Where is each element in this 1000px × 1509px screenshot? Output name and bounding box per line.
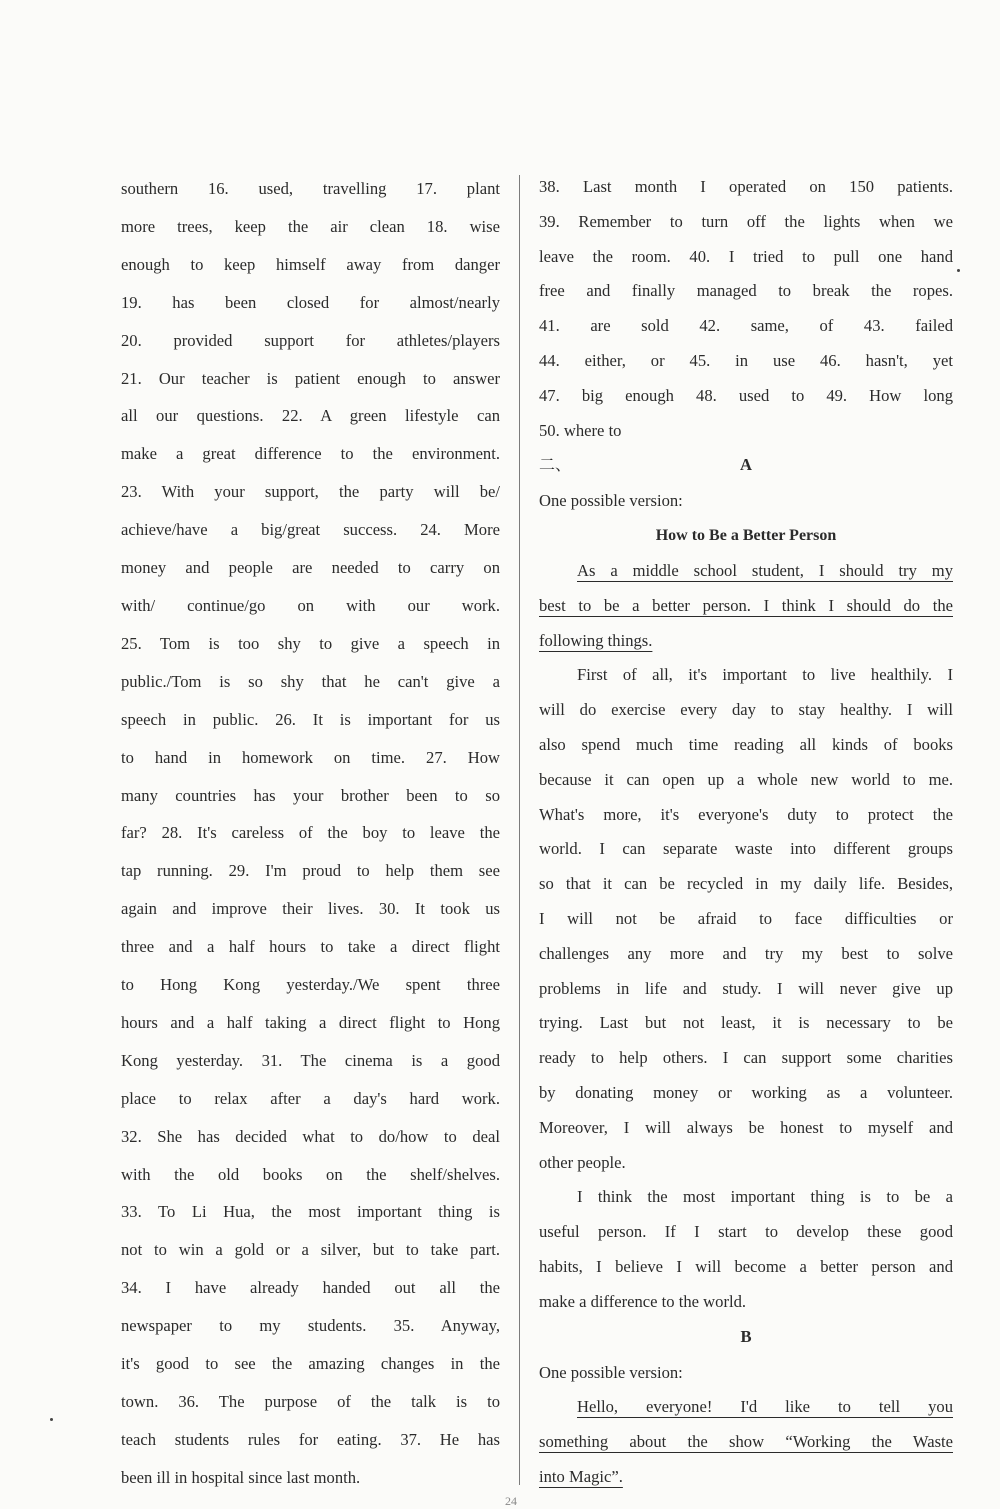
text-line: speech in public. 26. It is important for us	[121, 709, 500, 729]
speck-mark	[957, 269, 960, 272]
text-line: 34. I have already handed out all the	[121, 1278, 500, 1298]
text-line: 33. To Li Hua, the most important thing is	[121, 1202, 500, 1222]
text-line: money and people are needed to carry on	[121, 558, 500, 578]
answer-column-left	[121, 170, 500, 1497]
essay-title: How to Be a Better Person	[655, 527, 837, 545]
text-line: southern 16. used, travelling 17. plant	[121, 179, 500, 198]
text-line: 20. provided support for athletes/players	[121, 330, 500, 350]
underlined-line: following things.	[539, 630, 653, 650]
text-line: free and finally managed to break the ropes.	[539, 281, 953, 301]
text-line: 25. Tom is too shy to give a speech in	[121, 633, 500, 653]
text-line: 50. where to	[539, 420, 622, 440]
text-line: make a great difference to the environment.	[121, 444, 500, 464]
text-line: trying. Last but not least, it is necessary to be	[539, 1013, 953, 1033]
text-line: ready to help others. I can support some charities	[539, 1048, 953, 1068]
section-letter: A	[740, 455, 752, 475]
text-line: 44. either, or 45. in use 46. hasn't, yet	[539, 350, 953, 370]
page-number: 24	[505, 1494, 517, 1508]
text-line: other people.	[539, 1152, 626, 1172]
text-line: place to relax after a day's hard work.	[121, 1088, 500, 1108]
text-line: it's good to see the amazing changes in the	[121, 1354, 500, 1374]
section-letter: B	[740, 1326, 752, 1346]
text-line: not to win a gold or a silver, but to take part.	[121, 1240, 500, 1260]
text-line: been ill in hospital since last month.	[121, 1467, 361, 1487]
version-label: One possible version:	[539, 1362, 683, 1382]
column-divider	[519, 175, 520, 1485]
text-line: more trees, keep the air clean 18. wise	[121, 216, 500, 236]
text-line: I will not be afraid to face difficulties or	[539, 908, 953, 928]
underlined-line: something about the show “Working the Waste	[539, 1432, 953, 1452]
section-header-b	[539, 1320, 953, 1356]
section-header-a	[539, 448, 953, 484]
text-line: so that it can be recycled in my daily life. Besides,	[539, 874, 953, 894]
text-line: by donating money or working as a volunteer.	[539, 1082, 953, 1102]
text-line: will do exercise every day to stay healthy. I will	[539, 700, 953, 720]
text-line: 39. Remember to turn off the lights when we	[539, 211, 953, 231]
version-label: One possible version:	[539, 491, 683, 511]
text-line: 41. are sold 42. same, of 43. failed	[539, 316, 953, 336]
text-line: far? 28. It's careless of the boy to leave the	[121, 823, 500, 843]
text-line: 21. Our teacher is patient enough to answer	[121, 368, 500, 388]
text-line: achieve/have a big/great success. 24. More	[121, 520, 500, 540]
text-line: newspaper to my students. 35. Anyway,	[121, 1316, 500, 1336]
text-line: with the old books on the shelf/shelves.	[121, 1164, 500, 1184]
text-line: tap running. 29. I'm proud to help them see	[121, 861, 500, 881]
text-line: leave the room. 40. I tried to pull one hand	[539, 246, 953, 266]
text-line: many countries has your brother been to so	[121, 785, 500, 805]
text-line: make a difference to the world.	[539, 1291, 747, 1311]
text-line: to hand in homework on time. 27. How	[121, 747, 500, 767]
text-line: I think the most important thing is to be a	[577, 1187, 953, 1207]
section-number: 二、	[539, 455, 572, 475]
text-line: First of all, it's important to live healthily. I	[577, 665, 953, 685]
answer-column-right	[539, 170, 953, 1495]
underlined-line: Hello, everyone! I'd like to tell you	[577, 1397, 953, 1417]
text-line: enough to keep himself away from danger	[121, 254, 500, 274]
text-line: public./Tom is so shy that he can't give a	[121, 671, 500, 691]
text-line: teach students rules for eating. 37. He has	[121, 1429, 500, 1449]
underlined-line: best to be a better person. I think I should do the	[539, 595, 953, 615]
text-line: also spend much time reading all kinds of books	[539, 734, 953, 754]
text-line: problems in life and study. I will never give up	[539, 978, 953, 998]
text-line: 47. big enough 48. used to 49. How long	[539, 385, 953, 405]
text-line: hours and a half taking a direct flight to Hong	[121, 1012, 500, 1032]
text-line: useful person. If I start to develop these good	[539, 1222, 953, 1242]
text-line: habits, I believe I will become a better person and	[539, 1256, 953, 1276]
text-line: What's more, it's everyone's duty to protect the	[539, 804, 953, 824]
text-line: all our questions. 22. A green lifestyle can	[121, 406, 500, 426]
underlined-line: As a middle school student, I should try my	[577, 560, 953, 580]
text-line: three and a half hours to take a direct flight	[121, 937, 500, 957]
text-line: Kong yesterday. 31. The cinema is a good	[121, 1050, 500, 1070]
speck-mark	[50, 1418, 53, 1421]
text-line: to Hong Kong yesterday./We spent three	[121, 975, 500, 995]
text-line: world. I can separate waste into different groups	[539, 839, 953, 859]
text-line: 19. has been closed for almost/nearly	[121, 292, 500, 312]
text-line: because it can open up a whole new world to me.	[539, 769, 953, 789]
text-line: 38. Last month I operated on 150 patients.	[539, 177, 953, 196]
text-line: 23. With your support, the party will be/	[121, 482, 500, 502]
text-line: Moreover, I will always be honest to myself and	[539, 1117, 953, 1137]
underlined-line: into Magic”.	[539, 1466, 623, 1486]
text-line: 32. She has decided what to do/how to deal	[121, 1126, 500, 1146]
text-line: with/ continue/go on with our work.	[121, 595, 500, 615]
text-line: again and improve their lives. 30. It took us	[121, 899, 500, 919]
text-line: town. 36. The purpose of the talk is to	[121, 1392, 500, 1411]
text-line: challenges any more and try my best to solve	[539, 943, 953, 963]
